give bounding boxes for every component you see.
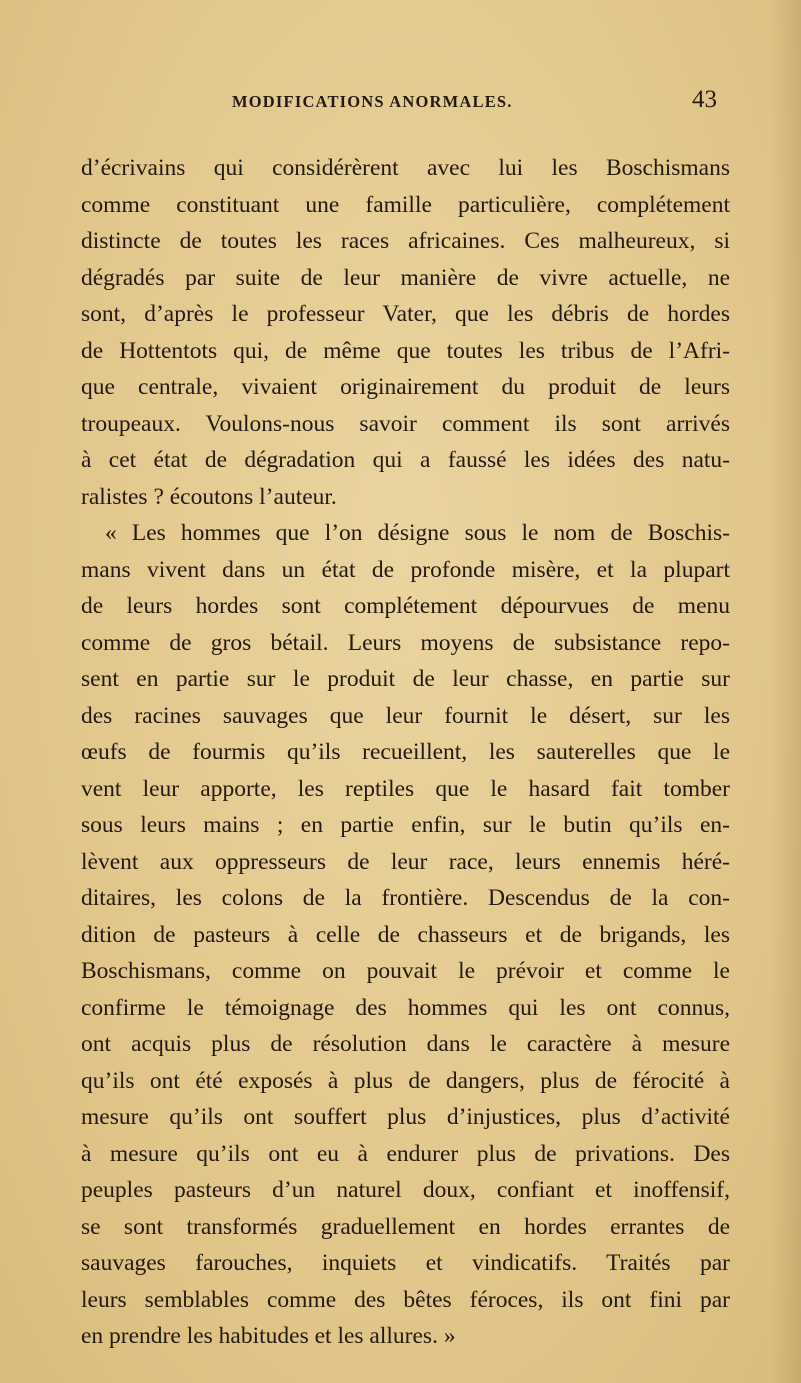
text-line: à mesure qu’ils ont eu à endurer plus de privations. Des (81, 1140, 730, 1167)
text-line: ont acquis plus de résolution dans le caractère à mesure (81, 1031, 730, 1057)
text-line: d’écrivains qui considérèrent avec lui les Boschismans (81, 155, 730, 181)
text-line: dégradés par suite de leur manière de vivre actuelle, ne (81, 264, 730, 291)
text-line: comme de gros bétail. Leurs moyens de subsistance repo- (81, 629, 730, 656)
text-line: de leurs hordes sont complétement dépourvues de menu (81, 593, 730, 619)
text-line: que centrale, vivaient originairement du produit de leurs (81, 374, 730, 400)
running-title: MODIFICATIONS ANORMALES. (232, 92, 513, 111)
text-line: qu’ils ont été exposés à plus de dangers, plus de férocité à (81, 1067, 730, 1094)
text-line: sauvages farouches, inquiets et vindicatifs. Traités par (81, 1250, 730, 1276)
text-line: confirme le témoignage des hommes qui les ont connus, (81, 994, 730, 1021)
text-line: des racines sauvages que leur fournit le désert, sur les (81, 702, 730, 729)
text-line: ditaires, les colons de la frontière. Descendus de la con- (81, 885, 730, 911)
text-line: troupeaux. Voulons-nous savoir comment ils sont arrivés (81, 410, 730, 437)
text-line: sont, d’après le professeur Vater, que les débris de hordes (81, 301, 730, 327)
text-line: leurs semblables comme des bêtes féroces, ils ont fini par (81, 1286, 730, 1313)
text-line: de Hottentots qui, de même que toutes les tribus de l’Afri- (81, 337, 730, 364)
text-line: sent en partie sur le produit de leur chasse, en partie sur (81, 666, 730, 692)
text-line: Boschismans, comme on pouvait le prévoir et comme le (81, 958, 730, 984)
text-line: ralistes ? écoutons l’auteur. (81, 483, 337, 510)
text-line: dition de pasteurs à celle de chasseurs et de brigands, les (81, 921, 730, 948)
text-line: vent leur apporte, les reptiles que le hasard fait tomber (81, 775, 730, 802)
text-line: « Les hommes que l’on désigne sous le nom de Boschis- (105, 520, 730, 546)
text-line: lèvent aux oppresseurs de leur race, leurs ennemis héré- (81, 848, 730, 875)
text-line: peuples pasteurs d’un naturel doux, confiant et inoffensif, (81, 1177, 730, 1203)
text-line: mans vivent dans un état de profonde misère, et la plupart (81, 556, 730, 583)
page-edge-shadow (771, 0, 801, 1383)
page-number: 43 (692, 86, 717, 113)
text-line: en prendre les habitudes et les allures. » (81, 1323, 456, 1349)
text-line: se sont transformés graduellement en hordes errantes de (81, 1213, 730, 1240)
text-line: mesure qu’ils ont souffert plus d’injustices, plus d’activité (81, 1104, 730, 1130)
text-line: distincte de toutes les races africaines. Ces malheureux, si (81, 228, 730, 254)
text-line: œufs de fourmis qu’ils recueillent, les sauterelles que le (81, 739, 730, 765)
text-line: comme constituant une famille particulière, complétement (81, 191, 730, 218)
body-text (81, 150, 730, 1355)
text-line: sous leurs mains ; en partie enfin, sur le butin qu’ils en- (81, 812, 730, 838)
page-header (0, 86, 801, 118)
text-line: à cet état de dégradation qui a faussé les idées des natu- (81, 447, 730, 473)
